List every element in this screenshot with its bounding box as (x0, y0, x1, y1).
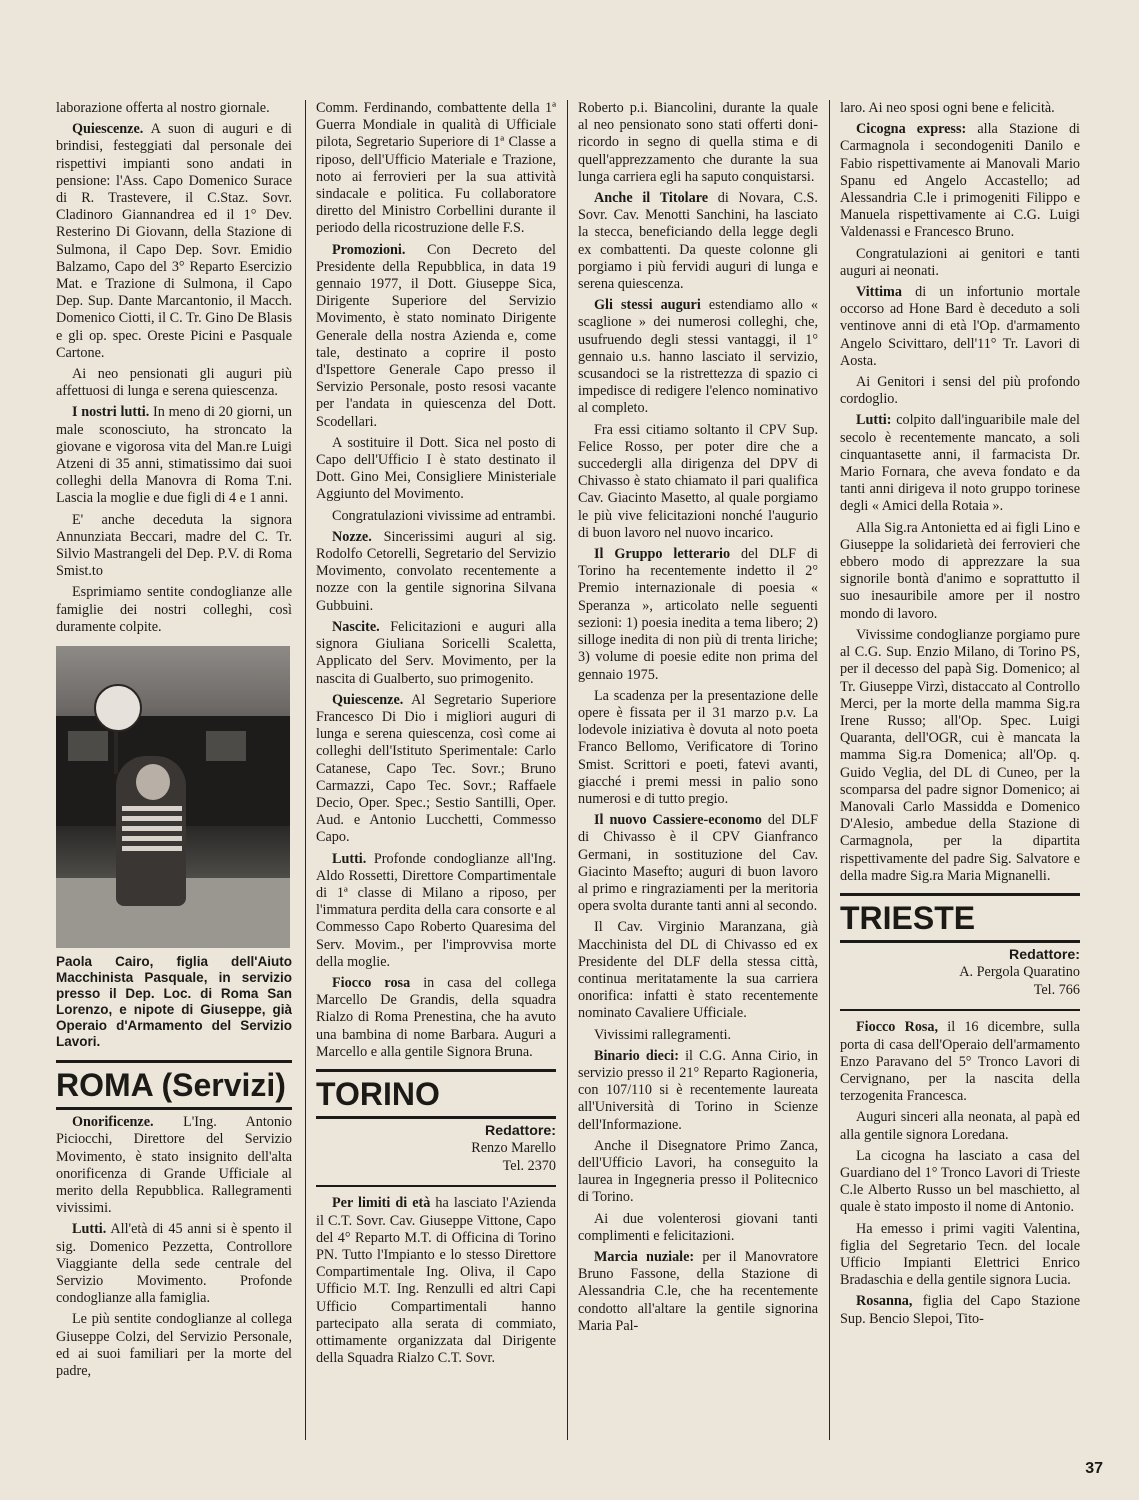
separator (840, 1009, 1080, 1011)
editor-phone: Tel. 766 (1033, 981, 1080, 998)
paragraph (56, 1221, 292, 1307)
editor-credit (840, 947, 1080, 1000)
paragraph (840, 121, 1080, 241)
paragraph: Congratulazioni vivissime ad entrambi. (332, 507, 556, 524)
paragraph-heading: Fiocco Rosa, (856, 1019, 939, 1036)
paragraph-heading: Nascite. (332, 618, 380, 635)
paragraph-text: Profonde condoglianze all'Ing. Aldo Rossetti, Direttore Compartimentale di 1ª classe di Milano a riposo, per l'immatura perdita della cara consorte e al Commesso Capo Roberto Quaresima del Serv. Movim., per l'improvvisa morte della moglie. (316, 850, 556, 970)
section-title-roma-servizi: ROMA (Servizi) (56, 1060, 292, 1110)
paragraph (578, 546, 818, 684)
photo-caption: Paola Cairo, figlia dell'Aiuto Macchinista Pasquale, in servizio presso il Dep. Loc. di Roma San Lorenzo, e nipote di Giuseppe, già Operaio d'Armamento del Servizio Lavori. (56, 954, 292, 1050)
paragraph: La cicogna ha lasciato a casa del Guardiano del 1° Tronco Lavori di Trieste C.le Alberto Russo un bel maschietto, al quale è stato imposto il nome di Antonio. (840, 1147, 1080, 1216)
paragraph-text: il C.G. Anna Cirio, in servizio presso il 21° Reparto Ragioneria, con 107/110 si è recentemente laureata all'Università di Torino in Scienze dell'Informazione. (578, 1047, 818, 1133)
paragraph-text: A suon di auguri e di brindisi, festeggiati dal personale dei rispettivi impianti sono andati in pensione: l'Ass. Capo Domenico Surace di R. Trastevere, il C.Staz. Sovr. Cladinoro Giannandrea ed il 1° Dev. Resterino Di Giovann, della Stazione di Sulmona, il Capo Dep. Sovr. Emidio Balzamo, Capo del 3° Reparto Esercizio Mat. e Trazione di Sulmona, il Capo Dep. Sup. Dante Marcantonio, il Macch. Domenico Ciotti, il C. Tr. Gino De Blasis e gli op. spec. Oreste Picini e Pasquale Cartone. (56, 121, 292, 361)
paragraph-heading: Promozioni. (332, 241, 406, 258)
paragraph (840, 1019, 1080, 1105)
paragraph-heading: Cicogna express: (856, 121, 967, 138)
paragraph-text: del DLF di Chivasso è il CPV Gianfranco Germani, in sostituzione del Cav. Giacinto Masefto; auguri di buon lavoro al primo e ringraziamenti per la meritoria opera svolta durante tanti anni al secondo. (578, 812, 818, 915)
paragraph (316, 619, 556, 688)
paragraph (56, 121, 292, 362)
paragraph-heading: Lutti: (856, 412, 892, 429)
paragraph-text: All'età di 45 anni si è spento il sig. Domenico Pezzetta, Controllore Viaggiante della sede centrale del Servizio Movimento. Profonde condoglianze alla famiglia. (56, 1221, 292, 1307)
paragraph-text: L'Ing. Antonio Piciocchi, Direttore del Servizio Movimento, è stato insignito dell'alta onorificenza di Grande Ufficiale al merito della Repubblica. Rallegramenti vivissimi. (56, 1114, 292, 1217)
paragraph-heading: Onorificenze. (72, 1114, 154, 1131)
paragraph: Le più sentite condoglianze al collega Giuseppe Colzi, del Servizio Personale, ed ai suoi familiari per la morte del padre, (56, 1311, 292, 1379)
paragraph-text: del DLF di Torino ha recentemente indetto il 2° Premio internazionale di poesia « Speranza », articolato nelle seguenti sezioni: 1) poesia inedita a tema libero; 2) silloge inedita di non più di trenta liriche; 3) volume di poesie edite non prima del gennaio 1975. (578, 546, 818, 683)
paragraph (578, 1249, 818, 1335)
paragraph (578, 812, 818, 915)
paragraph: Vivissimi rallegramenti. (594, 1026, 732, 1043)
paragraph-text: per il Manovratore Bruno Fassone, della Stazione di Alessandria C.le, che ha recentemente condotto all'altare la gentile signorina Maria Pal- (578, 1249, 818, 1334)
paragraph-text: estendiamo allo « scaglione » dei numerosi colleghi, che, usufruendo degli stessi vantaggi, il 1° gennaio u.s. hanno lasciato il servizio, scusandoci se la ristrettezza di spazio ci impedisce di redigere l'elenco nominativo al completo. (578, 297, 818, 417)
paragraph-heading: Quiescenze. (332, 691, 404, 708)
paragraph-heading: Gli stessi auguri (594, 297, 701, 314)
paragraph-heading: Per limiti di età (332, 1195, 431, 1212)
paragraph: La scadenza per la presentazione delle opere è fissata per il 31 marzo p.v. La lodevole iniziativa è dovuta al noto poeta Franco Bellomo, Verificatore di Torino Smist. Scrittori e poeti, fatevi avanti, giacché i premi messi in palio sono numerosi e di tutto pregio. (578, 687, 818, 807)
paragraph-text: colpito dall'inguaribile male del secolo è recentemente mancato, a soli cinquantasette anni, il farmacista Dr. Mario Fornara, che aveva fondato e da tanti anni dirigeva il noto gruppo torinese degli « Amici della Rotaia ». (840, 412, 1080, 515)
paragraph: Esprimiamo sentite condoglianze alle famiglie dei nostri colleghi, così duramente colpite. (56, 584, 292, 635)
column-rule (567, 100, 568, 1440)
column-2 (316, 100, 556, 1440)
editor-phone: Tel. 2370 (502, 1157, 556, 1174)
train-window (206, 731, 246, 761)
paragraph-heading: Nozze. (332, 528, 372, 545)
paragraph: laro. Ai neo sposi ogni bene e felicità. (840, 100, 1055, 116)
paragraph (316, 1195, 556, 1367)
paragraph: Ha emesso i primi vagiti Valentina, figlia del Segretario Tecn. del locale Ufficio Impianti Elettrici Enrico Bradaschia e della gentile signora Lucia. (840, 1220, 1080, 1289)
child-face (136, 764, 170, 800)
paragraph-text: Sincerissimi auguri al sig. Rodolfo Cetorelli, Segretario del Servizio Movimento, convolato recentemente a nozze con la gentile signorina Silvana Gubbuini. (316, 528, 556, 614)
paragraph (840, 412, 1080, 515)
paragraph-heading: Lutti. (72, 1221, 107, 1238)
paragraph: laborazione offerta al nostro giornale. (56, 100, 270, 116)
paragraph-text: Con Decreto del Presidente della Repubblica, in data 19 gennaio 1977, il Dott. Giuseppe Sica, Dirigente Superiore del Servizio Movimento, è stato nominato Dirigente Generale della nostra Azienda e, come tale, destinato a coprire il posto d'Ispettore Generale Capo presso il Servizio Personale, posto resosi vacante per l'andata in quiescenza del Dott. Scodellari. (316, 241, 556, 430)
paragraph: Roberto p.i. Biancolini, durante la quale al neo pensionato sono stati offerti doni-ricordo in segno di quella stima e di quell'apprezzamento che durante la sua lunga carriera egli ha saputo conquistarsi. (578, 100, 818, 185)
paragraph-heading: Fiocco rosa (332, 974, 411, 991)
paragraph (316, 975, 556, 1061)
section-title-torino: TORINO (316, 1069, 556, 1119)
paragraph-text: di un infortunio mortale occorso ad Hone Bard è deceduto a soli ventinove anni di età l'Op. d'armamento Angelo Scivittaro, dell'11° Tr. Lavori di Aosta. (840, 284, 1080, 369)
paragraph-text: il 16 dicembre, sulla porta di casa dell'Operaio dell'armamento Enzo Paravano del 5° Tronco Lavori di Cervignano, per la nascita della terzogenita Francesca. (840, 1019, 1080, 1105)
paragraph-text: Felicitazioni e auguri alla signora Giuliana Soricelli Scaletta, Applicato del Serv. Movimento, per la nascita di Gualberto, suo primogenito. (316, 618, 556, 687)
paragraph: Anche il Disegnatore Primo Zanca, dell'Ufficio Lavori, ha conseguito la laurea in Ingegneria presso il Politecnico di Torino. (578, 1137, 818, 1206)
page-number: 37 (1085, 1460, 1103, 1477)
paragraph: Vivissime condoglianze porgiamo pure al C.G. Sup. Enzio Milano, di Torino PS, per il decesso del papà Sig. Domenico; al Tr. Giuseppe Virzì, distaccato al Controllo Merci, per la morte della mamma Sig.ra Irene Russo; all'Op. Spec. Luigi Quaranta, dell'OGR, cui è mancata la mamma Sig.ra Domenica; all'Op. q. Guido Veglia, del DL di Cuneo, per la scomparsa del padre signor Domenico; ai Manovali Carlo Massidda e Domenico D'Alesio, ambedue della Stazione di Carmagnola, per la dipartita rispettivamente del padre Sig. Salvatore e della madre Sig.ra Maria Mignanelli. (840, 626, 1080, 884)
editor-credit (316, 1123, 556, 1176)
paragraph-text: alla Stazione di Carmagnola i secondogeniti Danilo e Fabio rispettivamente ai Manovali Mario Spanu ed Angelo Accastello; ad Alessandria C.le i primogeniti Filippo e Manuela rispettivamente ai C.G. Luigi Valdenassi e Francesco Bruno. (840, 121, 1080, 241)
paragraph: Ai Genitori i sensi del più profondo cordoglio. (840, 374, 1080, 408)
paragraph (578, 297, 818, 417)
paragraph: E' anche deceduta la signora Annunziata Beccari, madre del C. Tr. Silvio Mastrangeli del Dep. P.V. di Roma Smist.to (56, 511, 292, 580)
paragraph-text: ha lasciato l'Azienda il C.T. Sovr. Cav. Giuseppe Vittone, Capo del 4° Reparto M.T. di Officina di Torino PN. Tutto l'Impianto e lo stesso Direttore Compartimentale Ing. Oliva, il Capo Ufficio M.T. Ing. Renzulli ed altri Capi Ufficio Compartimentali hanno partecipato alla serata di commiato, ottimamente organizzata dal Dirigente della Squadra Rialzo C.T. Sovr. (316, 1195, 556, 1367)
paragraph: Auguri sinceri alla neonata, al papà ed alla gentile signora Loredana. (840, 1109, 1080, 1143)
editor-name: A. Pergola Quaratino (959, 964, 1080, 981)
paragraph (840, 1293, 1080, 1327)
paragraph-heading: I nostri lutti. (72, 404, 150, 421)
column-rule (305, 100, 306, 1440)
paragraph-text: figlia del Capo Stazione Sup. Bencio Slepoi, Tito- (840, 1293, 1080, 1327)
column-3 (578, 100, 818, 1440)
train-window (68, 731, 108, 761)
editor-label: Redattore: (485, 1122, 556, 1139)
paragraph (56, 1114, 292, 1217)
paragraph-heading: Binario dieci: (594, 1047, 679, 1064)
paragraph-heading: Marcia nuziale: (594, 1249, 695, 1265)
editor-label: Redattore: (1009, 946, 1080, 963)
paragraph-heading: Il nuovo Cassiere-economo (594, 812, 762, 829)
paragraph-text: in casa del collega Marcello De Grandis, della squadra Rialzo di Roma Prenestina, che ha avuto una bambina di nome Barbara. Auguri a Marcello e alla gentile Signora Bruna. (316, 974, 556, 1060)
paragraph (316, 692, 556, 847)
striped-shirt (122, 806, 182, 856)
paragraph: Comm. Ferdinando, combattente della 1ª Guerra Mondiale in qualità di Ufficiale pilota, Segretario Superiore di 1ª Classe a riposo, dell'Ufficio Materiale e Trazione, noto ai ferrovieri per la sua attività sindacale e politica. Fu collaboratore diretto del Ministro Corbellini durante il periodo della ricostruzione delle F.S. (316, 100, 556, 237)
paragraph: Ai due volenterosi giovani tanti complimenti e felicitazioni. (578, 1210, 818, 1244)
paragraph-heading: Vittima (856, 284, 902, 301)
section-title-trieste: TRIESTE (840, 893, 1080, 943)
paragraph (56, 404, 292, 507)
paragraph-heading: Lutti. (332, 850, 367, 867)
paragraph: Il Cav. Virginio Maranzana, già Macchinista del DL di Chivasso ed ex Presidente del DLF della stessa città, continua meritatamente la sua carriera onorifica: infatti è stato recentemente nominato Cavaliere Ufficiale. (578, 919, 818, 1022)
paragraph-text: In meno di 20 giorni, un male sconosciuto, ha stroncato la giovane e vigorosa vita del Man.re Luigi Atzeni di 35 anni, stimatissimo dai suoi colleghi della Manovra di Roma T.ni. Lascia la moglie e due figli di 4 e 1 anni. (56, 404, 292, 507)
editor-name: Renzo Marello (471, 1140, 556, 1157)
paragraph (316, 242, 556, 431)
paragraph (578, 1048, 818, 1134)
paragraph-text: Al Segretario Superiore Francesco Di Dio i migliori auguri di lunga e serena quiescenza, così come ai colleghi dell'Istituto Sperimentale: Carlo Catanese, Capo Tec. Sovr.; Bruno Carmazzi, Capo Tec. Sovr.; Raffaele Decio, Oper. Spec.; Sestio Santilli, Oper. Aud. e Antonio Lucchetti, Commesso Capo. (316, 691, 556, 846)
signal-paddle (94, 684, 142, 732)
column-rule (829, 100, 830, 1440)
paragraph: Fra essi citiamo soltanto il CPV Sup. Felice Rosso, per poter dire che a succedergli alla dirigenza del DPV di Chivasso è stato chiamato il pari qualifica Cav. Giacinto Masetto, al quale porgiamo le più vive felicitazioni nonché l'augurio di buon lavoro nel nuovo incarico. (578, 421, 818, 541)
paragraph: A sostituire il Dott. Sica nel posto di Capo dell'Ufficio I è stato destinato il Dott. Gino Mei, Consigliere Ministeriale Aggiunto del Movimento. (316, 434, 556, 503)
paragraph: Alla Sig.ra Antonietta ed ai figli Lino e Giuseppe la solidarietà dei ferrovieri che ebbero modo di apprezzare la sua signorile bontà d'animo e soprattutto il suo inesauribile amore per il nostro mondo di lavoro. (840, 519, 1080, 622)
paragraph (840, 284, 1080, 370)
paragraph: Ai neo pensionati gli auguri più affettuosi di lunga e serena quiescenza. (56, 366, 292, 400)
paragraph (578, 190, 818, 293)
column-4 (840, 100, 1080, 1440)
paragraph-heading: Rosanna, (856, 1293, 913, 1310)
separator (316, 1185, 556, 1187)
paragraph-heading: Il Gruppo letterario (594, 546, 731, 563)
paragraph-heading: Quiescenze. (72, 121, 144, 138)
photo-child-with-signal (56, 646, 290, 948)
paragraph: Congratulazioni ai genitori e tanti auguri ai neonati. (840, 245, 1080, 279)
paragraph-text: di Novara, C.S. Sovr. Cav. Menotti Sanchini, ha lasciato la stecca, beneficiando della legge degli ex combattenti. Da queste colonne gli porgiamo i più fervidi auguri di lunga e serena quiescenza. (578, 190, 818, 293)
column-1 (56, 100, 292, 1440)
paragraph (316, 851, 556, 971)
paragraph (316, 529, 556, 615)
paragraph-heading: Anche il Titolare (594, 190, 709, 207)
